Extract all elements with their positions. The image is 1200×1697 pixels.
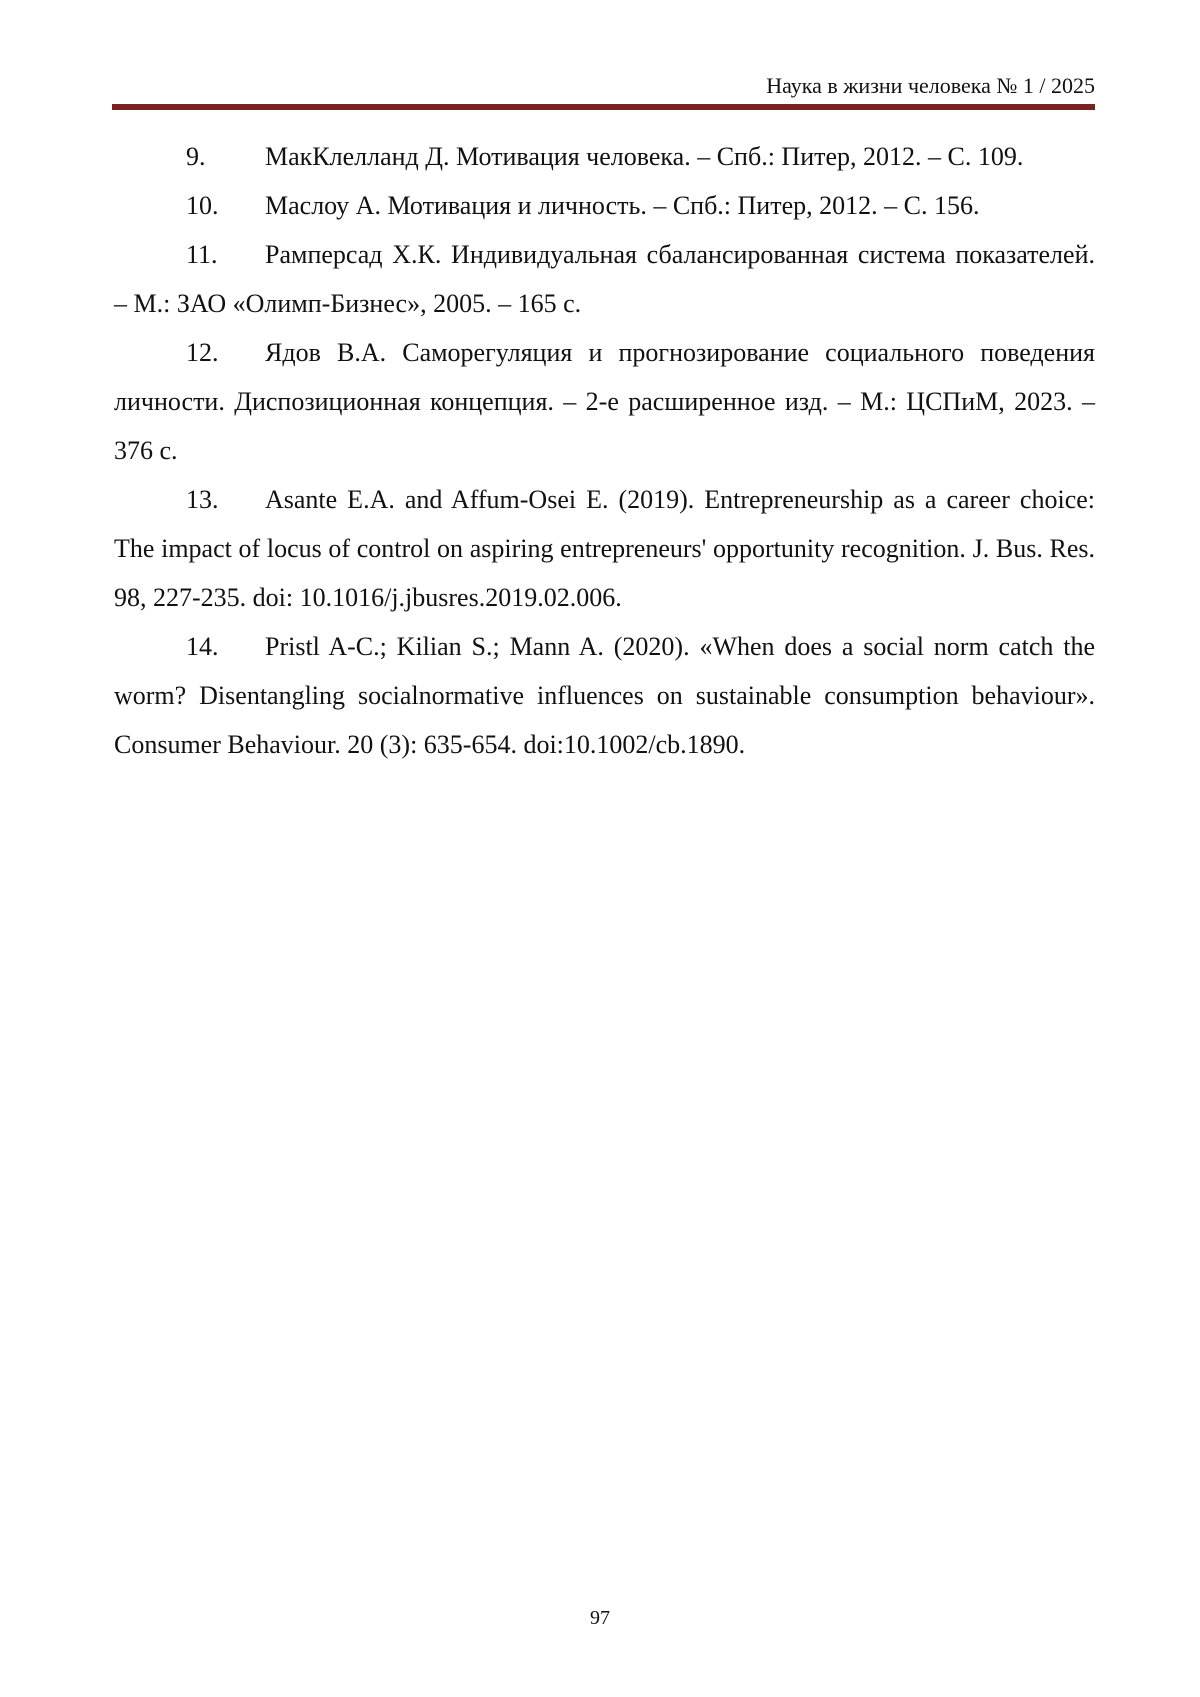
reference-text: Asante E.A. and Affum-Osei E. (2019). Entrepreneurship as a career choice: The impact of locus of control on aspiring entrepreneurs' opportunity recognition. J. Bus. Res. 98, 227-235. doi: 10.1016/j.jbusres.2019.02.006. xyxy=(114,485,1095,612)
reference-item-9 xyxy=(114,132,1095,181)
reference-item-14 xyxy=(114,622,1095,769)
reference-text: Рамперсад Х.К. Индивидуальная сбалансированная система показателей. – М.: ЗАО «Олимп-Бизнес», 2005. – 165 с. xyxy=(114,240,1095,318)
reference-text: Pristl A-C.; Kilian S.; Mann A. (2020). «When does a social norm catch the worm? Disentangling socialnormative influences on sustainable consumption behaviour». Consumer Behaviour. 20 (3): 635-654. doi:10.1002/cb.1890. xyxy=(114,632,1095,759)
reference-number: 14. xyxy=(186,632,219,661)
reference-item-12 xyxy=(114,328,1095,475)
header-divider xyxy=(112,104,1095,110)
reference-text: Ядов В.А. Саморегуляция и прогнозирование социального поведения личности. Диспозиционная концепция. – 2-е расширенное изд. – М.: ЦСПиМ, 2023. – 376 с. xyxy=(114,338,1095,465)
reference-item-10 xyxy=(114,181,1095,230)
reference-list xyxy=(114,132,1095,769)
reference-number: 12. xyxy=(186,338,219,367)
page-number: 97 xyxy=(590,1607,610,1629)
reference-number: 10. xyxy=(186,191,219,220)
reference-number: 9. xyxy=(186,142,206,171)
reference-number: 11. xyxy=(186,240,218,269)
reference-item-13 xyxy=(114,475,1095,622)
reference-item-11 xyxy=(114,230,1095,328)
running-header: Наука в жизни человека № 1 / 2025 xyxy=(766,73,1095,98)
reference-text: Маслоу А. Мотивация и личность. – Спб.: Питер, 2012. – С. 156. xyxy=(265,191,980,220)
reference-text: МакКлелланд Д. Мотивация человека. – Спб.: Питер, 2012. – С. 109. xyxy=(265,142,1024,171)
reference-number: 13. xyxy=(186,485,219,514)
